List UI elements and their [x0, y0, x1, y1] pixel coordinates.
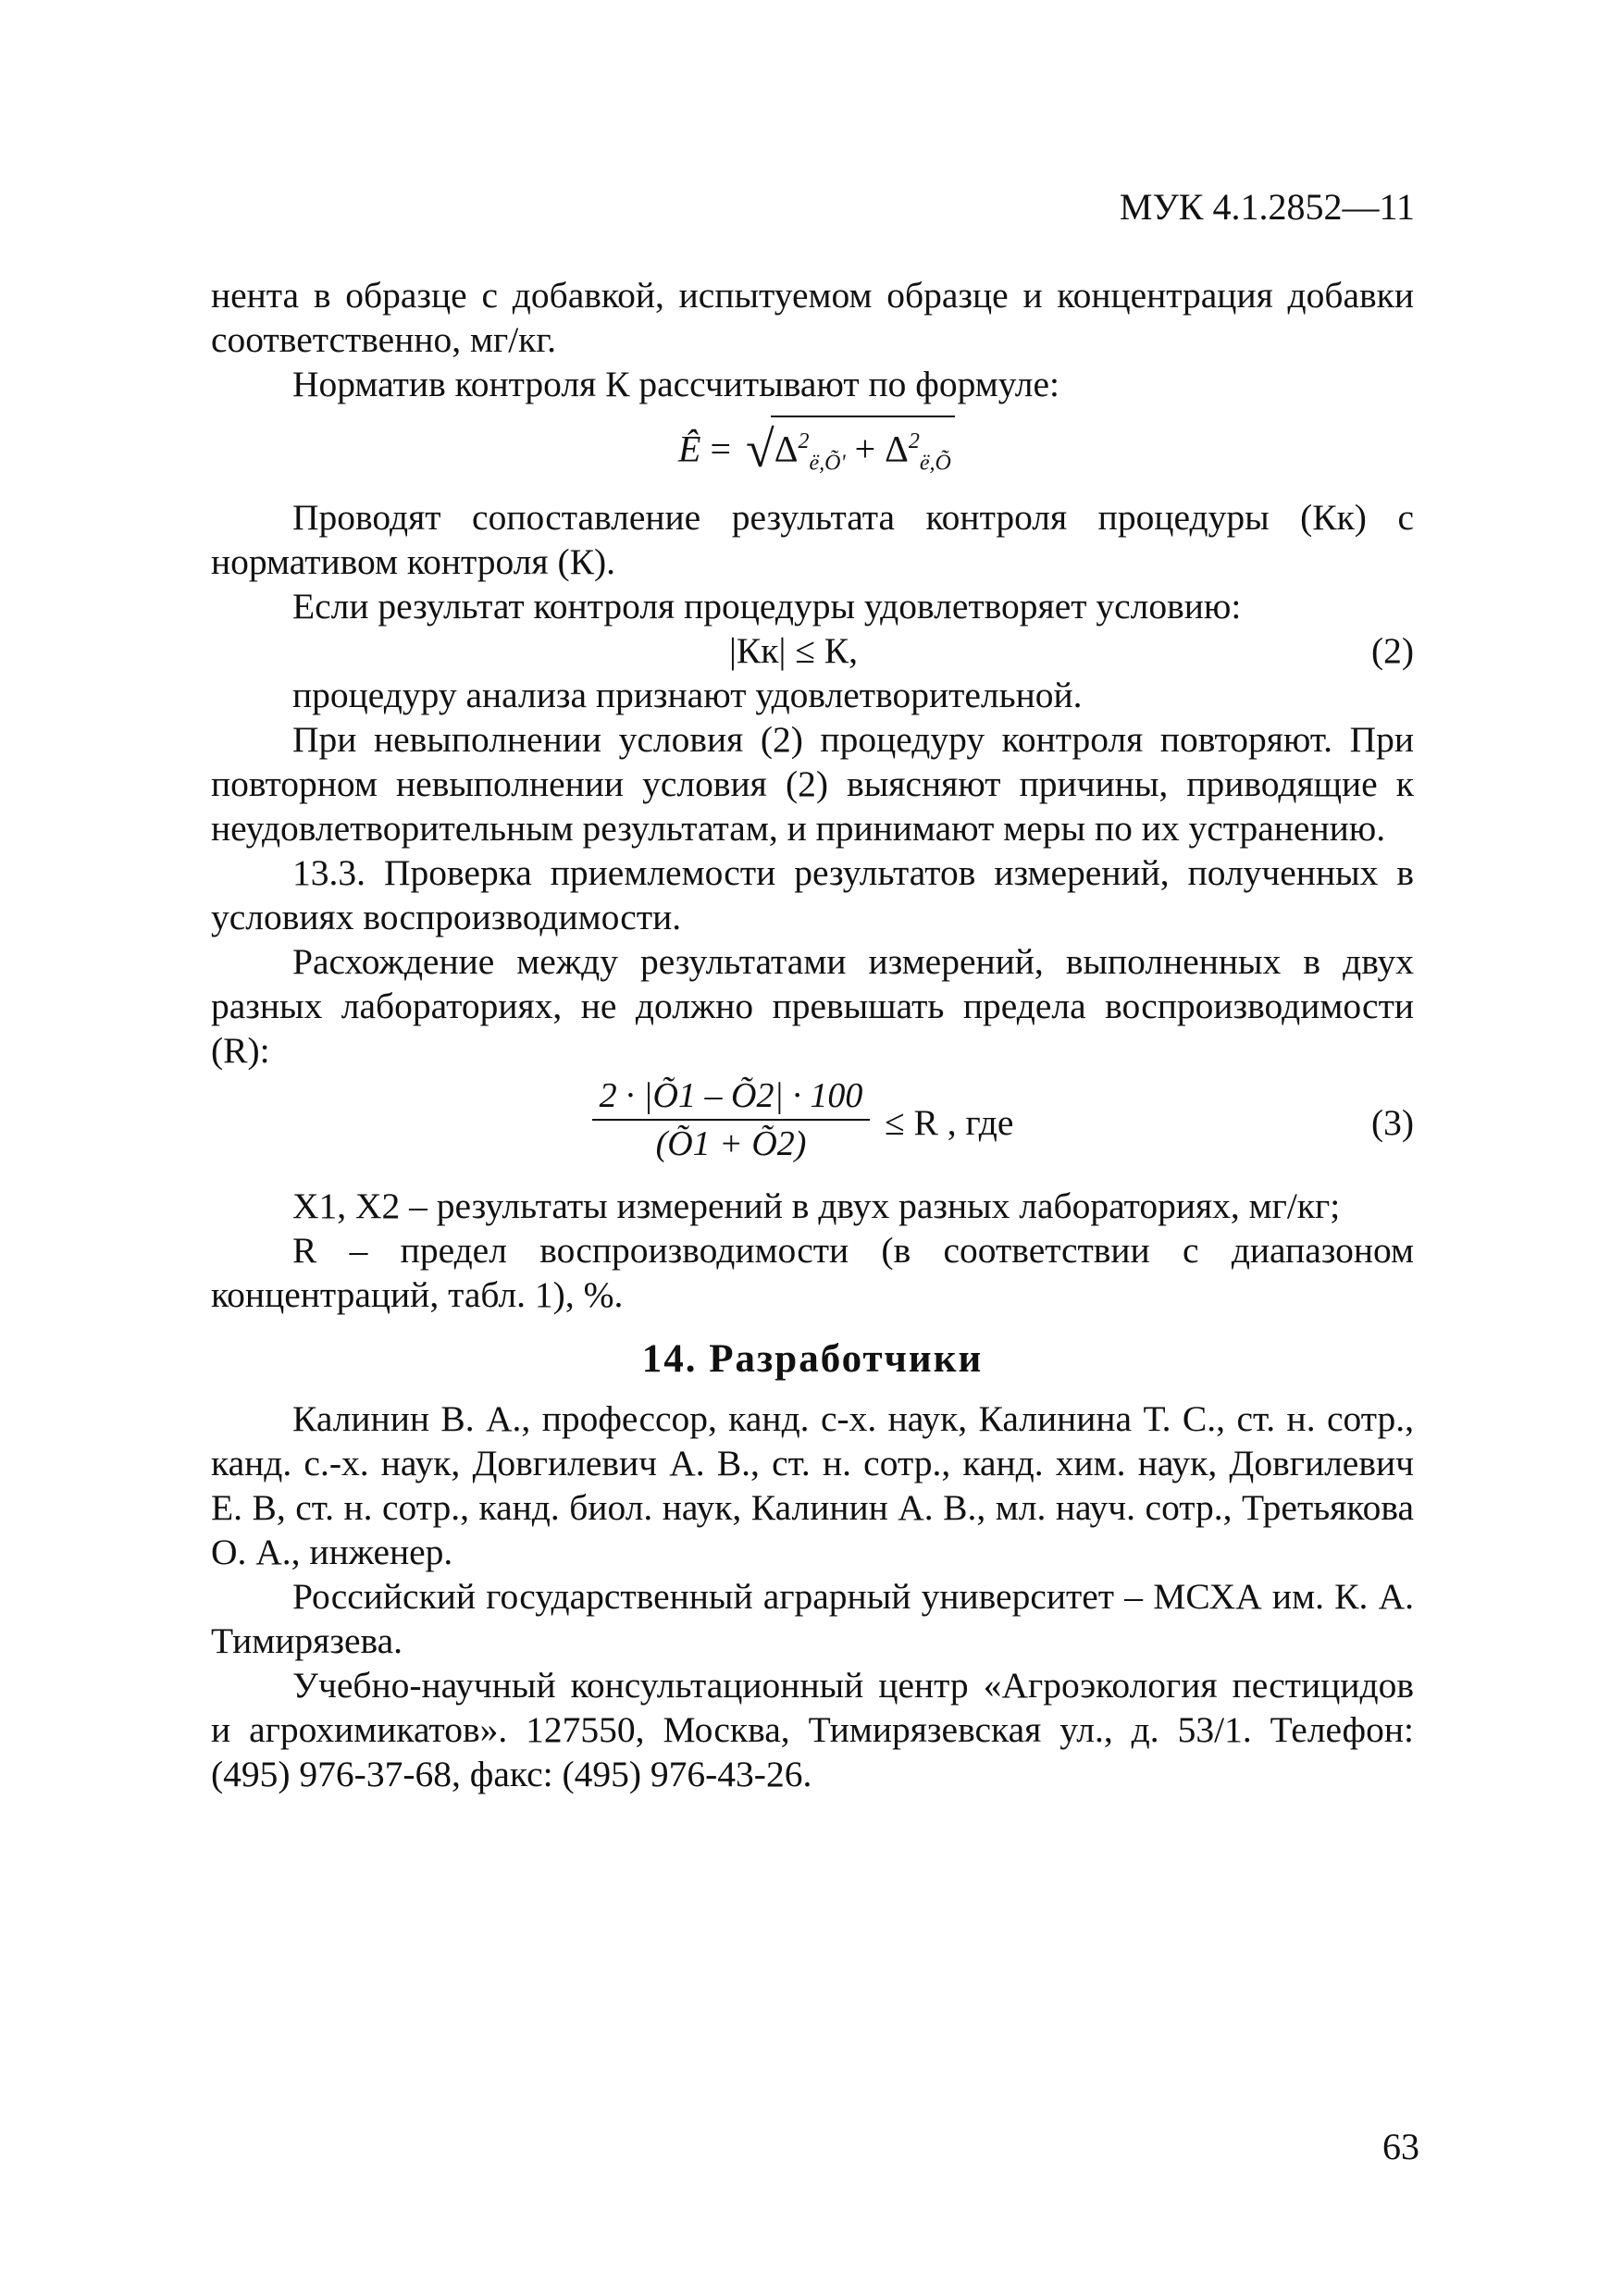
- sqrt-icon: √: [746, 421, 774, 479]
- page-content: [211, 273, 1414, 1796]
- formula-k-expression: [678, 416, 955, 490]
- equation-3-number: (3): [1370, 1102, 1414, 1143]
- equation-3-numerator: 2 · |Õ1 – Õ2| · 100: [599, 1076, 863, 1115]
- paragraph-university: Российский государственный аграрный университет – МСХА им. К. А. Тимирязева.: [211, 1576, 1414, 1661]
- formula-k-sub1: ë,Õ': [809, 451, 846, 476]
- equation-3-fraction: [592, 1074, 870, 1165]
- equation-3-denominator: (Õ1 + Õ2): [655, 1124, 807, 1163]
- paragraph-norm-intro: Норматив контроля К рассчитывают по формуле:: [292, 364, 1059, 404]
- equation-2-number: (2): [1370, 630, 1414, 671]
- paragraph-13-3: 13.3. Проверка приемлемости результатов измерений, полученных в условиях воспроизводимости.: [211, 852, 1414, 937]
- formula-k-lhs: Ê: [678, 428, 701, 470]
- formula-norm-k: [211, 406, 1414, 495]
- page-number: 63: [1382, 2126, 1419, 2167]
- equation-2-expression: |Кк| ≤ К,: [729, 630, 859, 671]
- equation-2-row: [211, 628, 1414, 673]
- paragraph-continuation: нента в образце с добавкой, испытуемом образце и концентрация добавки соответственно, мг/кг.: [211, 275, 1414, 360]
- formula-k-sup1: 2: [798, 429, 810, 453]
- formula-k-plus: +: [845, 428, 886, 470]
- paragraph-condition-intro: Если результат контроля процедуры удовлетворяет условию:: [292, 586, 1242, 627]
- document-code: МУК 4.1.2852—11: [1119, 186, 1415, 228]
- fraction-bar: [592, 1119, 870, 1121]
- formula-k-sup2: 2: [908, 429, 920, 453]
- paragraph-discrepancy: Расхождение между результатами измерений, выполненных в двух разных лабораториях, не должно превышать предела воспроизводимости (R):: [211, 941, 1414, 1071]
- formula-k-sub2: ë,Õ: [919, 451, 951, 476]
- paragraph-r-definition: R – предел воспроизводимости (в соответствии с диапазоном концентраций, табл. 1), %.: [211, 1230, 1414, 1315]
- formula-k-delta2: Δ: [885, 428, 909, 470]
- formula-k-radicand: [771, 416, 955, 485]
- paragraph-satisfactory: процедуру анализа признают удовлетворительной.: [292, 675, 1083, 715]
- paragraph-x-definition: X1, X2 – результаты измерений в двух разных лабораториях, мг/кг;: [292, 1185, 1341, 1226]
- formula-k-equals: =: [700, 428, 740, 470]
- paragraph-repeat-control: При невыполнении условия (2) процедуру контроля повторяют. При повторном невыполнении условия (2) выясняют причины, приводящие к неудовлетворительным результатам, и принимают меры по их устранению.: [211, 719, 1414, 849]
- paragraph-developers: Калинин В. А., профессор, канд. с-х. наук, Калинина Т. С., ст. н. сотр., канд. с.-х. наук, Довгилевич А. В., ст. н. сотр., канд. хим. наук, Довгилевич Е. В, ст. н. сотр., канд. биол. наук, Калинин А. В., мл. науч. сотр., Третьякова О. А., инженер.: [211, 1398, 1414, 1572]
- equation-3-tail: ≤ R , где: [885, 1102, 1014, 1143]
- paragraph-comparison: Проводят сопоставление результата контроля процедуры (Кк) с нормативом контроля (К).: [211, 497, 1414, 582]
- formula-k-delta1: Δ: [774, 428, 799, 470]
- equation-3-block: [211, 1073, 1414, 1184]
- paragraph-center-contacts: Учебно-научный консультационный центр «Агроэкология пестицидов и агрохимикатов». 127550, Москва, Тимирязевская ул., д. 53/1. Телефон: (495) 976-37-68, факс: (495) 976-43-26.: [211, 1665, 1414, 1794]
- section-14-heading: 14. Разработчики: [641, 1337, 984, 1381]
